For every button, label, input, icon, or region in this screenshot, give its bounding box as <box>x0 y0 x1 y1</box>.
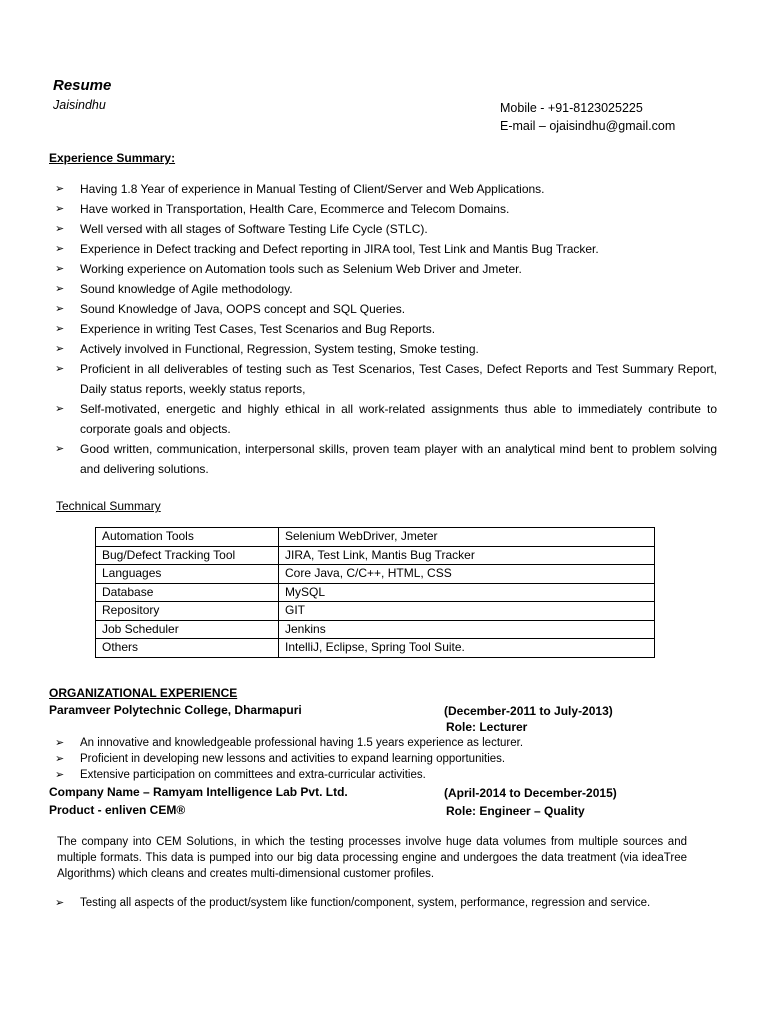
table-cell-category: Job Scheduler <box>96 620 279 639</box>
arrow-bullet-icon: ➢ <box>55 737 65 749</box>
list-item: ➢ Actively involved in Functional, Regression, System testing, Smoke testing. <box>55 339 717 359</box>
list-item: ➢ Working experience on Automation tools such as Selenium Web Driver and Jmeter. <box>55 259 717 279</box>
list-item: ➢ Experience in writing Test Cases, Test Scenarios and Bug Reports. <box>55 319 717 339</box>
arrow-bullet-icon: ➢ <box>55 283 65 295</box>
table-row <box>96 620 655 639</box>
table-row <box>96 565 655 584</box>
list-item: ➢ Well versed with all stages of Software Testing Life Cycle (STLC). <box>55 219 717 239</box>
arrow-bullet-icon: ➢ <box>55 897 65 909</box>
list-item: ➢ Proficient in developing new lessons and activities to expand learning opportunities. <box>55 753 506 765</box>
table-cell-value: IntelliJ, Eclipse, Spring Tool Suite. <box>279 639 655 658</box>
mobile-number: Mobile - +91-8123025225 <box>500 101 643 115</box>
arrow-bullet-icon: ➢ <box>55 243 65 255</box>
arrow-bullet-icon: ➢ <box>55 183 65 195</box>
table-cell-value: MySQL <box>279 583 655 602</box>
table-cell-value: Jenkins <box>279 620 655 639</box>
list-item: ➢ Have worked in Transportation, Health Care, Ecommerce and Telecom Domains. <box>55 199 717 219</box>
list-item: ➢ Sound knowledge of Agile methodology. <box>55 279 717 299</box>
job2-role: Role: Engineer – Quality <box>446 804 585 818</box>
arrow-bullet-icon: ➢ <box>55 203 65 215</box>
table-cell-value: Selenium WebDriver, Jmeter <box>279 528 655 547</box>
arrow-bullet-icon: ➢ <box>55 443 65 455</box>
job2-responsibilities-list <box>55 895 687 911</box>
experience-summary-heading: Experience Summary: <box>49 151 176 165</box>
list-item: ➢ Proficient in all deliverables of testing such as Test Scenarios, Test Cases, Defect Reports and Test Summary Report, Daily status reports, weekly status reports, <box>55 359 717 399</box>
job2-company: Company Name – Ramyam Intelligence Lab Pvt. Ltd. <box>49 785 348 799</box>
list-item: ➢ Testing all aspects of the product/system like function/component, system, performance, regression and service. <box>55 897 651 909</box>
table-cell-value: Core Java, C/C++, HTML, CSS <box>279 565 655 584</box>
table-cell-category: Others <box>96 639 279 658</box>
table-cell-category: Database <box>96 583 279 602</box>
arrow-bullet-icon: ➢ <box>55 753 65 765</box>
arrow-bullet-icon: ➢ <box>55 403 65 415</box>
job2-product: Product - enliven CEM® <box>49 803 186 817</box>
list-item: ➢ Experience in Defect tracking and Defect reporting in JIRA tool, Test Link and Mantis Bug Tracker. <box>55 239 717 259</box>
table-row <box>96 602 655 621</box>
arrow-bullet-icon: ➢ <box>55 363 65 375</box>
list-item: ➢ Good written, communication, interpersonal skills, proven team player with an analytical mind bent to problem solving and delivering solutions. <box>55 439 717 479</box>
job2-period: (April-2014 to December-2015) <box>444 786 617 800</box>
list-item: ➢ An innovative and knowledgeable professional having 1.5 years experience as lecturer. <box>55 737 524 749</box>
resume-title: Resume <box>53 77 112 94</box>
table-cell-value: JIRA, Test Link, Mantis Bug Tracker <box>279 546 655 565</box>
job1-responsibilities-list <box>55 735 615 783</box>
table-row <box>96 583 655 602</box>
arrow-bullet-icon: ➢ <box>55 769 65 781</box>
table-row <box>96 528 655 547</box>
table-cell-category: Bug/Defect Tracking Tool <box>96 546 279 565</box>
list-item: ➢ Having 1.8 Year of experience in Manual Testing of Client/Server and Web Applications. <box>55 179 717 199</box>
experience-summary-list <box>55 179 717 479</box>
arrow-bullet-icon: ➢ <box>55 343 65 355</box>
list-item: ➢ Self-motivated, energetic and highly ethical in all work-related assignments thus able to immediately contribute to corporate goals and objects. <box>55 399 717 439</box>
arrow-bullet-icon: ➢ <box>55 323 65 335</box>
table-row <box>96 546 655 565</box>
job1-period: (December-2011 to July-2013) <box>444 704 613 718</box>
arrow-bullet-icon: ➢ <box>55 263 65 275</box>
arrow-bullet-icon: ➢ <box>55 223 65 235</box>
email-address: E-mail – ojaisindhu@gmail.com <box>500 119 676 133</box>
table-row <box>96 639 655 658</box>
list-item: ➢ Extensive participation on committees and extra-curricular activities. <box>55 769 426 781</box>
arrow-bullet-icon: ➢ <box>55 303 65 315</box>
contact-block <box>500 99 675 135</box>
candidate-name: Jaisindhu <box>53 98 106 112</box>
table-cell-category: Languages <box>96 565 279 584</box>
table-cell-category: Automation Tools <box>96 528 279 547</box>
table-cell-category: Repository <box>96 602 279 621</box>
job2-company-description: The company into CEM Solutions, in which the testing processes involve huge data volumes from multiple sources and multiple formats. This data is pumped into our big data processing engine and undergoes the data treatment (via ideaTree Algorithms) which cleans and creates multi-dimensional customer profiles. <box>57 836 687 880</box>
technical-summary-heading: Technical Summary <box>56 499 161 513</box>
list-item: ➢ Sound Knowledge of Java, OOPS concept and SQL Queries. <box>55 299 717 319</box>
job1-role: Role: Lecturer <box>446 720 528 734</box>
job1-organization: Paramveer Polytechnic College, Dharmapuri <box>49 703 302 717</box>
organizational-experience-heading: ORGANIZATIONAL EXPERIENCE <box>49 686 238 700</box>
table-cell-value: GIT <box>279 602 655 621</box>
technical-summary-table <box>95 527 655 658</box>
